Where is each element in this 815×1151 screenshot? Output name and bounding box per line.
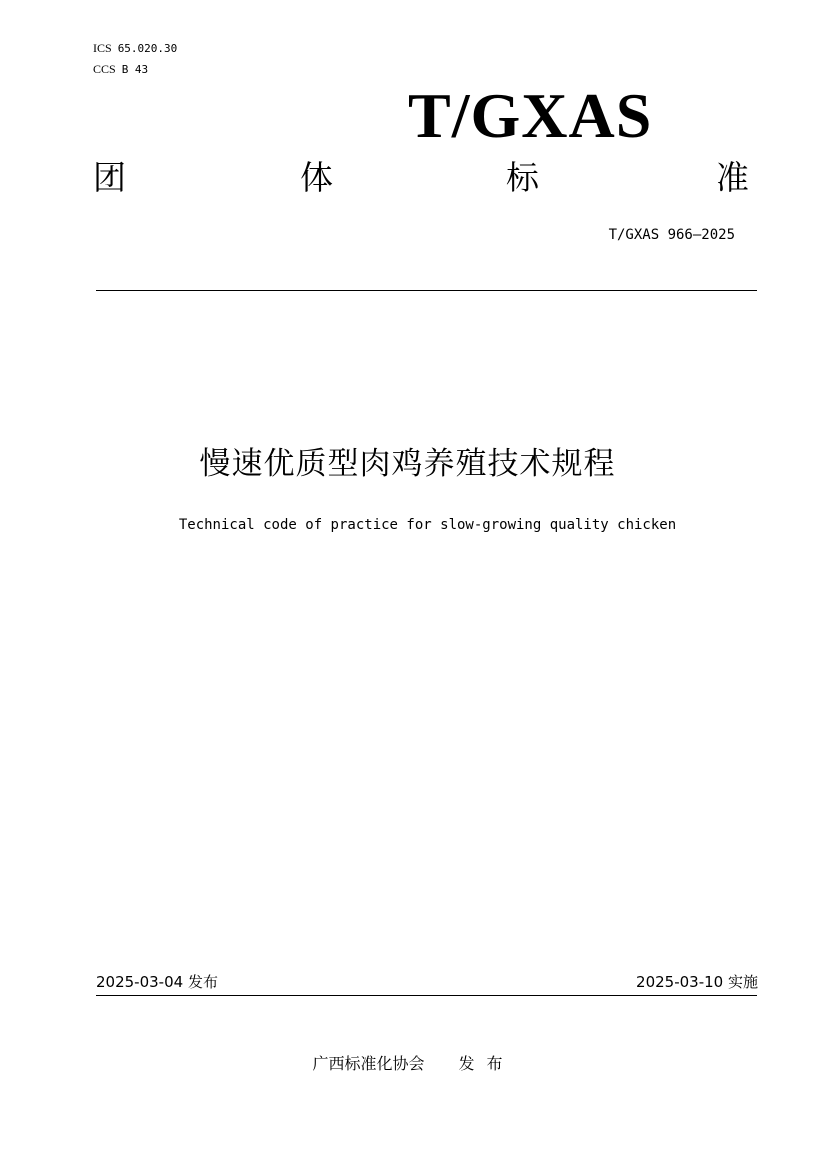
issuer-organization: 广西标准化协会 [312, 1054, 425, 1073]
publish-date: 2025-03-04 发布 [96, 973, 218, 991]
header-divider [96, 290, 757, 291]
ics-code: 65.020.30 [117, 42, 178, 55]
ics-classification [93, 41, 177, 56]
document-title-chinese: 慢速优质型肉鸡养殖技术规程 [199, 446, 616, 482]
ccs-label: CCS [93, 62, 116, 76]
ics-label: ICS [93, 41, 112, 55]
standard-logo: T/GXAS [408, 80, 653, 151]
ccs-code: B 43 [121, 63, 149, 76]
standard-kind-char: 体 [300, 158, 333, 197]
issuer-line [0, 1053, 815, 1075]
implementation-date: 2025-03-10 实施 [636, 973, 758, 991]
standard-kind-char: 准 [716, 158, 749, 197]
issuer-action-char: 布 [486, 1054, 503, 1073]
footer-divider [96, 995, 757, 996]
document-title-english: Technical code of practice for slow-growing quality chicken [178, 517, 677, 533]
standard-number: T/GXAS 966—2025 [608, 227, 735, 243]
standard-kind-char: 团 [93, 158, 126, 197]
ccs-classification [93, 62, 148, 77]
issuer-action-char: 发 [458, 1054, 475, 1073]
standard-kind-char: 标 [506, 158, 539, 197]
